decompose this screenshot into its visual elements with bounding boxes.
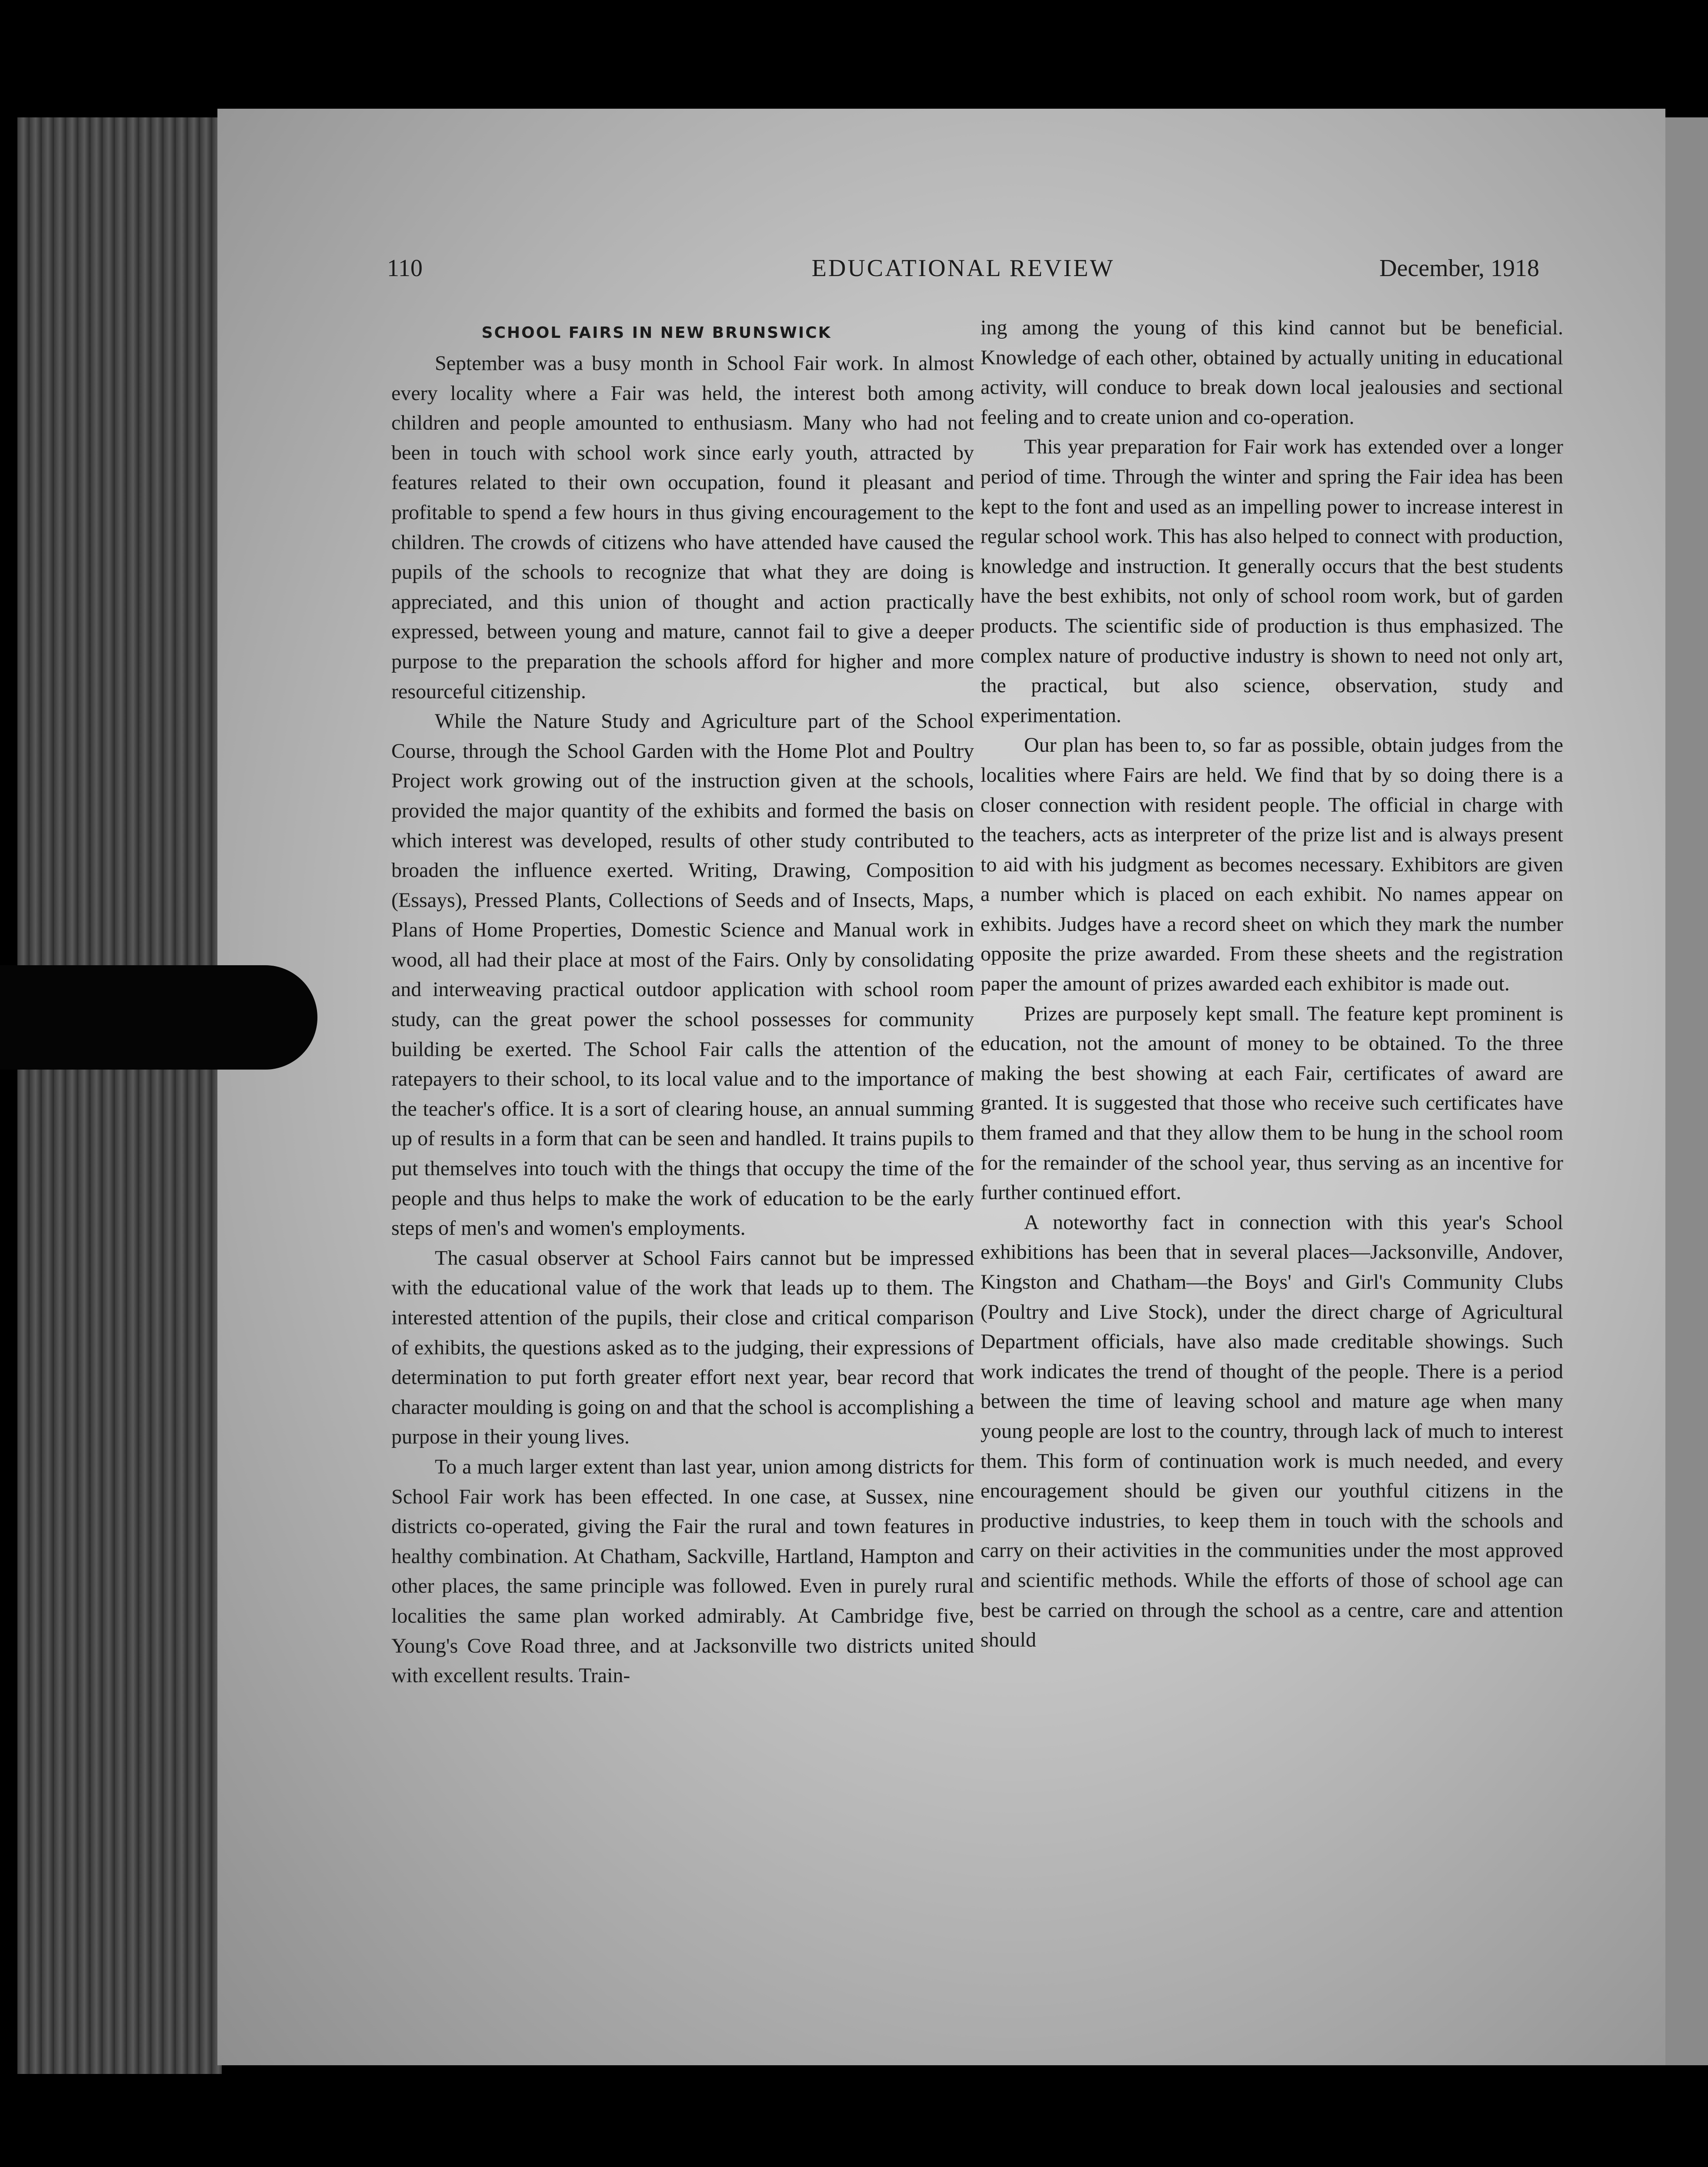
journal-title: EDUCATIONAL REVIEW (811, 255, 1115, 282)
paragraph: A noteworthy fact in connection with this year's School exhibitions has been that in several places—Jacksonville, Andover, Kingston and Chatham—the Boys' and Girl's Community Clubs (Poultry and Live Stock), under the direct charge of Agricultural Department officials, have also made creditable showings. Such work indicates the trend of thought of the people. There is a period between the time of leaving school and mature age when many young people are lost to the country, through lack of much to interest them. This form of continuation work is much needed, and every encouragement should be given our youthful citizens in the productive industries, to keep them in touch with the schools and carry on their activities in the communities under the most approved and scientific methods. While the efforts of those of school age can best be carried on through the school as a centre, care and attention should (981, 1210, 1563, 1652)
book-page (217, 109, 1665, 2065)
paragraph-continuation: ing among the young of this kind cannot but be beneficial. Knowledge of each other, obtained by actually uniting in educational activity, will conduce to break down local jealousies and sectional feeling and to create union and co-operation. (981, 316, 1563, 429)
paragraph: To a much larger extent than last year, union among districts for School Fair work has been effected. In one case, at Sussex, nine districts co-operated, giving the Fair the rural and town features in healthy combination. At Chatham, Sackville, Hartland, Hampton and other places, the same principle was followed. Even in purely rural localities the same plan worked admirably. At Cambridge five, Young's Cove Road three, and at Jacksonville two districts united with excellent results. Train- (391, 1455, 974, 1687)
running-head (387, 254, 1539, 293)
paragraph: Prizes are purposely kept small. The feature kept prominent is education, not the amount of money to be obtained. To the three making the best showing at each Fair, certificates of award are granted. It is suggested that those who receive such certificates have them framed and that they allow them to be hung in the school room for the remainder of the school year, thus serving as an incentive for further continued effort. (981, 1002, 1563, 1204)
facing-page-edge (1665, 117, 1708, 2065)
page-number: 110 (387, 255, 423, 282)
paragraph: Our plan has been to, so far as possible, obtain judges from the localities where Fairs are held. We find that by so doing there is a closer connection with resident people. The official in charge with the teachers, acts as interpreter of the prize list and is always present to aid with his judgment as becomes necessary. Exhibitors are given a number which is placed on each exhibit. No names appear on exhibits. Judges have a record sheet on which they mark the number opposite the prize awarded. From these sheets and the registration paper the amount of prizes awarded each exhibitor is made out. (981, 733, 1563, 996)
article-title: SCHOOL FAIRS IN NEW BRUNSWICK (481, 324, 832, 342)
book-page-edges (17, 117, 222, 2074)
right-column (981, 313, 1563, 1655)
issue-date: December, 1918 (1379, 255, 1539, 282)
paragraph: The casual observer at School Fairs cannot but be impressed with the educational value of the work that leads up to them. The interested attention of the pupils, their close and critical comparison of exhibits, the questions asked as to the judging, their expressions of determination to put forth greater effort next year, bear record that character moulding is going on and that the school is accomplishing a purpose in their young lives. (391, 1246, 974, 1449)
paragraph: While the Nature Study and Agriculture part of the School Course, through the School Garden with the Home Plot and Poultry Project work growing out of the instruction given at the schools, provided the major quantity of the exhibits and formed the basis on which interest was developed, results of other study contributed to broaden the influence exerted. Writing, Drawing, Composition (Essays), Pressed Plants, Collections of Seeds and of Insects, Maps, Plans of Home Properties, Domestic Science and Manual work in wood, all had their place at most of the Fairs. Only by consolidating and interweaving practical outdoor application with school room study, can the great power the school possesses for community building be exerted. The School Fair calls the attention of the ratepayers to their school, to its local value and to the importance of the teacher's office. It is a sort of clearing house, an annual summing up of results in a form that can be seen and handled. It trains pupils to put themselves into touch with the things that occupy the time of the people and thus helps to make the work of education to be the early steps of men's and women's employments. (391, 710, 974, 1240)
thumb-shadow (0, 965, 317, 1070)
paragraph: September was a busy month in School Fair work. In almost every locality where a Fair was held, the interest both among children and people amounted to enthusiasm. Many who had not been in touch with school work since early youth, attracted by features related to their own occupation, found it pleasant and profitable to spend a few hours in thus giving encouragement to the children. The crowds of citizens who have attended have caused the pupils of the schools to recognize that what they are doing is appreciated, and this union of thought and action practically expressed, between young and mature, cannot fail to give a deeper purpose to the preparation the schools afford for higher and more resourceful citizenship. (391, 352, 974, 703)
left-column (391, 317, 974, 1691)
paragraph: This year preparation for Fair work has extended over a longer period of time. Through the winter and spring the Fair idea has been kept to the font and used as an impelling power to increase interest in regular school work. This has also helped to connect with production, knowledge and instruction. It generally occurs that the best students have the best exhibits, not only of school room work, but of garden products. The scientific side of production is thus emphasized. The complex nature of productive industry is shown to need not only art, the practical, but also science, observation, study and experimentation. (981, 435, 1563, 727)
